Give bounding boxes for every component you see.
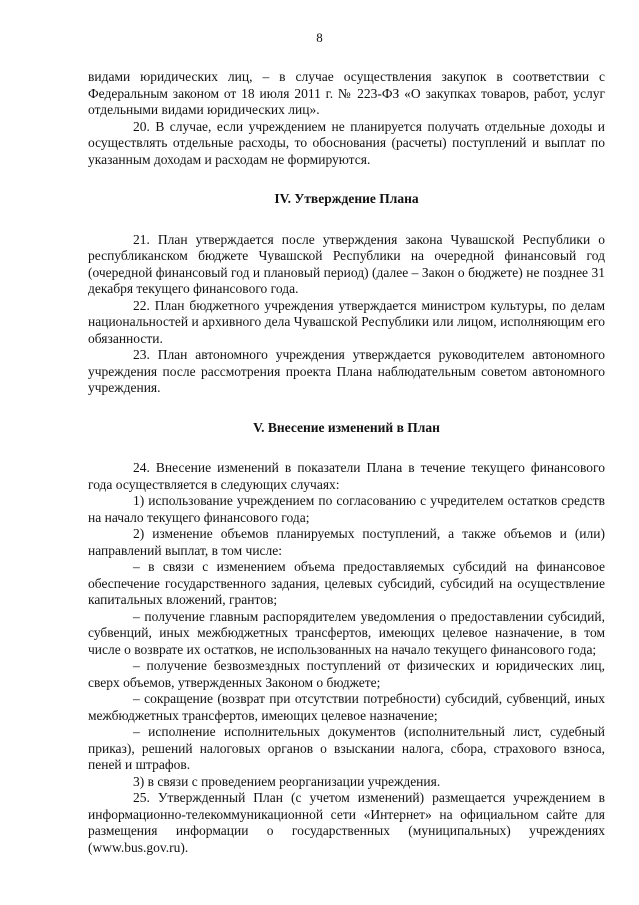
list-item: 3) в связи с проведением реорганизации учреждения. [133,773,441,789]
paragraph: 24. Внесение изменений в показатели Плана в течение текущего финансового года осуществляется в следующих случаях: [88,460,605,492]
spacer [88,168,605,191]
paragraph: 23. План автономного учреждения утверждается руководителем автономного учреждения после рассмотрения проекта Плана наблюдательным советом автономного учреждения. [88,347,605,395]
paragraph: 25. Утвержденный План (с учетом изменений) размещается учреждением в информационно-телекоммуникационной сети «Интернет» на официальном сайте для размещения информации о государственных (муниципальных) учреждениях (www.bus.gov.ru). [88,790,605,855]
list-item: – получение главным распорядителем уведомления о предоставлении субсидий, субвенций, иных межбюджетных трансфертов, имеющих целевое назначение, в том числе о возврате их остатков, не использованных на начало текущего финансового года; [88,608,605,657]
list-item: 2) изменение объемов планируемых поступлений, а также объемов и (или) направлений выплат, в том числе: [88,526,605,558]
spacer [88,397,605,420]
spacer [88,436,605,460]
section-heading: IV. Утверждение Плана [274,191,419,206]
paragraph: 21. План утверждается после утверждения закона Чувашской Республики о республиканском бюджете Чувашской Республики на очередной финансовый год (очередной финансовый год и плановый период) (далее – Закон о бюджете) не позднее 31 декабря текущего финансового года. [88,231,605,296]
paragraph: 20. В случае, если учреждением не планируется получать отдельные доходы и осуществлять отдельные расходы, то обоснования (расчеты) поступлений и выплат по указанным доходам и расходам не формируются. [88,118,605,167]
paragraph: видами юридических лиц, – в случае осуществления закупок в соответствии с Федеральным законом от 18 июля 2011 г. № 223-ФЗ «О закупках товаров, работ, услуг отдельными видами юридических лиц». [88,69,605,117]
list-item: – сокращение (возврат при отсутствии потребности) субсидий, субвенций, иных межбюджетных трансфертов, имеющих целевое назначение; [88,691,605,723]
spacer [88,208,605,232]
list-item: – получение безвозмездных поступлений от физических и юридических лиц, сверх объемов, утвержденных Законом о бюджете; [88,658,605,690]
list-item: – в связи с изменением объема предоставляемых субсидий на финансовое обеспечение государственного задания, целевых субсидий, субсидий на осуществление капитальных вложений, грантов; [88,559,605,607]
page-number: 8 [316,30,323,45]
document-body [88,69,605,856]
list-item: – исполнение исполнительных документов (исполнительный лист, судебный приказ), решений налоговых органов о взыскании налога, сбора, страхового взноса, пеней и штрафов. [88,724,605,772]
section-heading: V. Внесение изменений в План [253,419,440,435]
list-item: 1) использование учреждением по согласованию с учредителем остатков средств на начало текущего финансового года; [88,493,605,525]
paragraph: 22. План бюджетного учреждения утверждается министром культуры, по делам национальностей и архивного дела Чувашской Республики или лицом, исполняющим его обязанности. [88,297,605,346]
